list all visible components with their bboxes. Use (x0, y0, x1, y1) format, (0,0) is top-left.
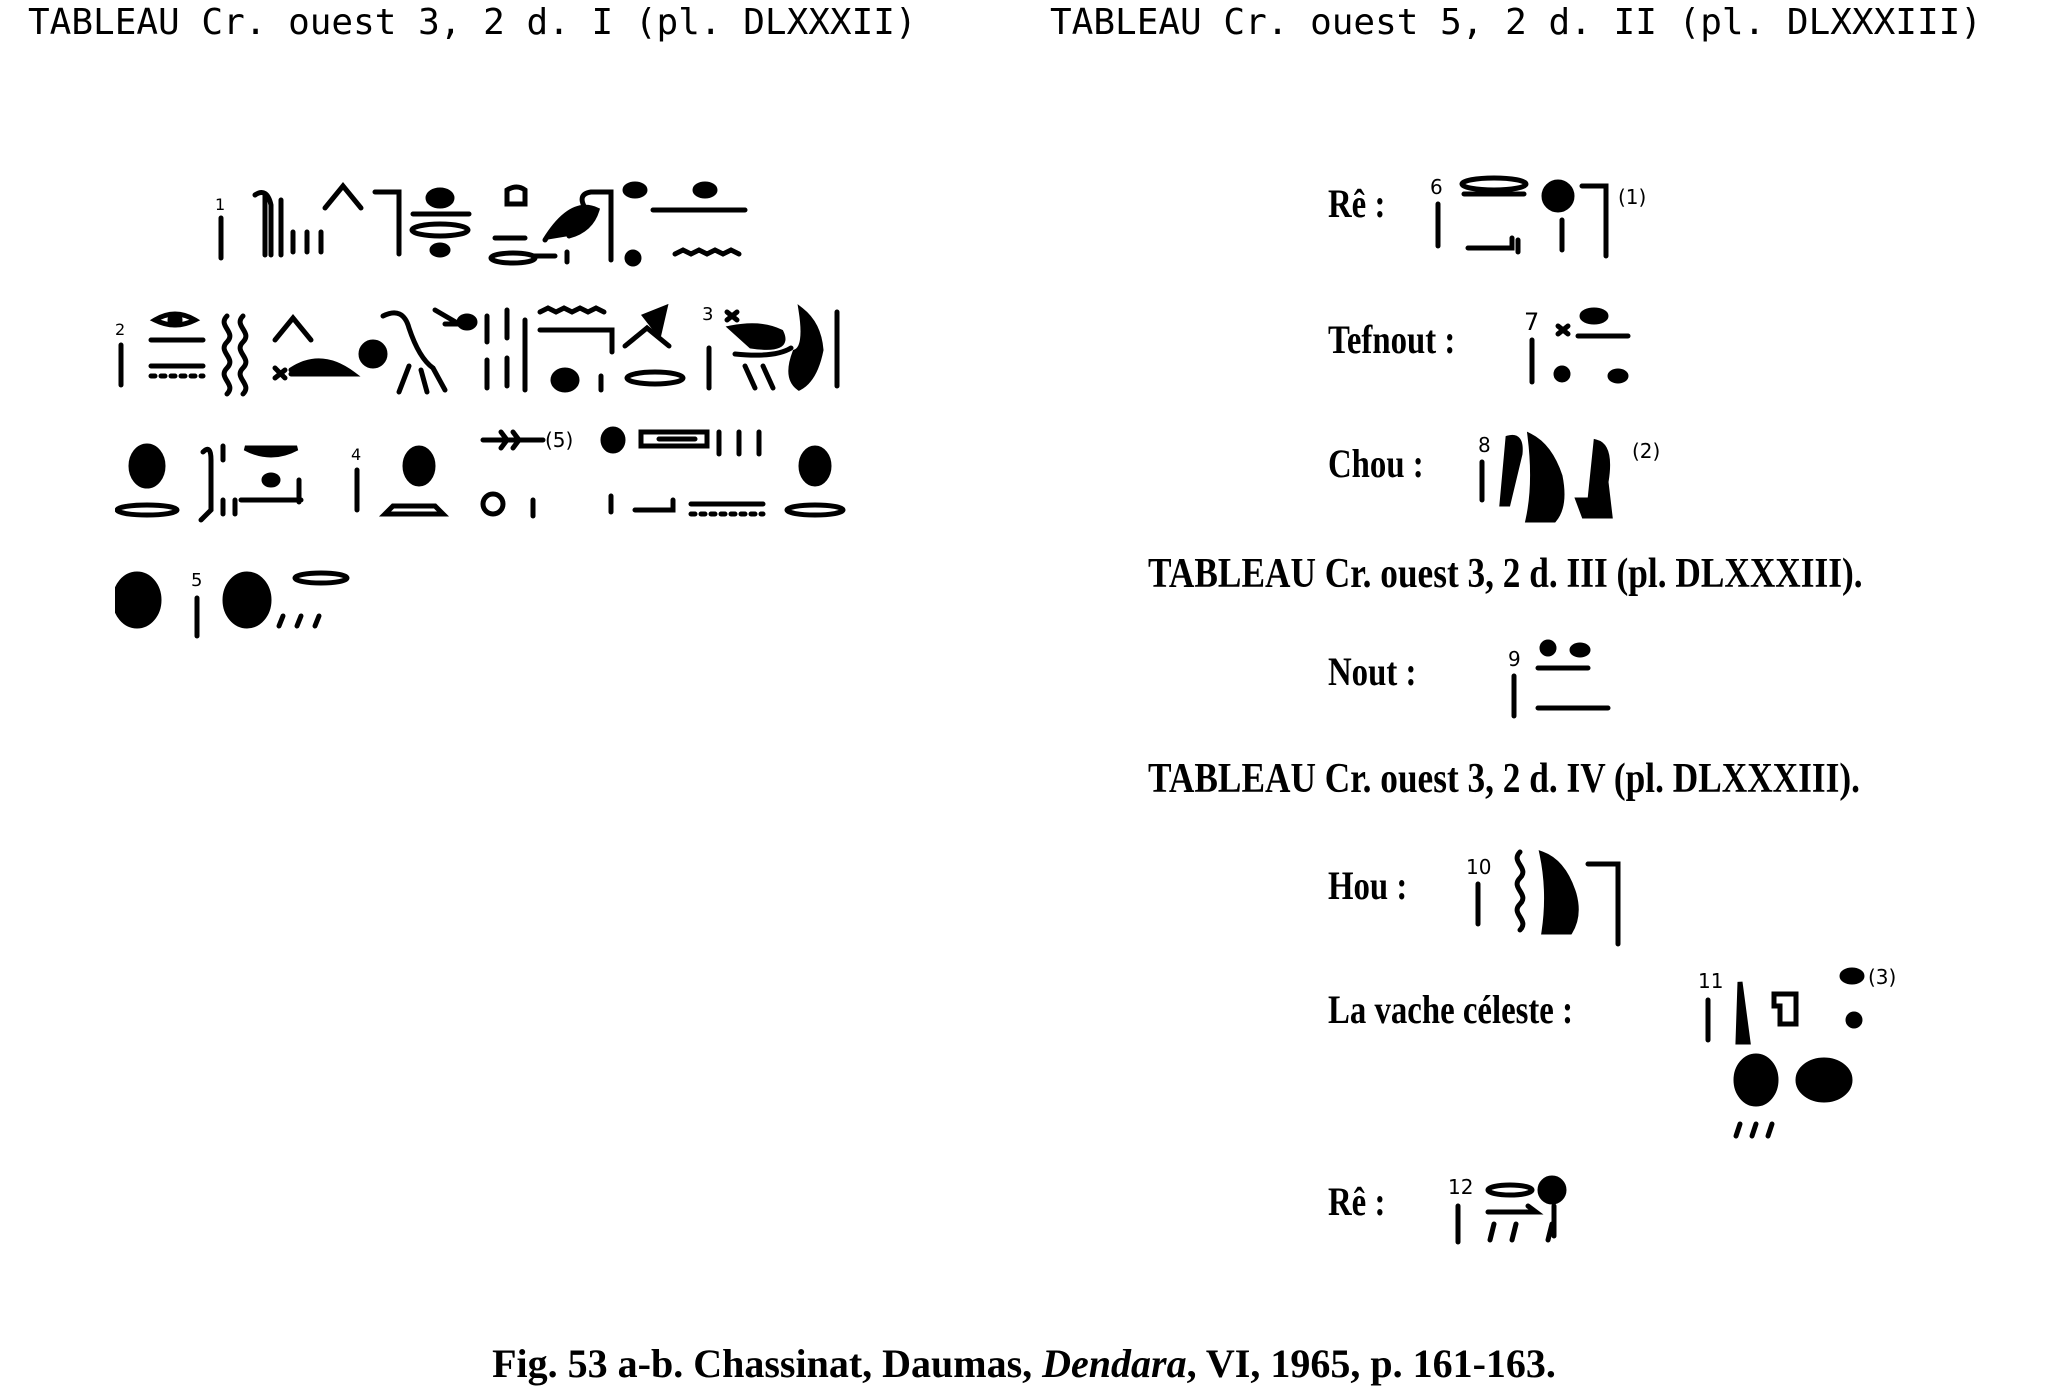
caption-title: Dendara (1042, 1341, 1187, 1386)
entry-number-10: 10 (1466, 855, 1492, 879)
entry-label-re: Rê : (1328, 181, 1386, 226)
line-number-4: 4 (351, 445, 362, 464)
line-number-2: 2 (115, 320, 126, 339)
line-number-1: 1 (215, 195, 226, 214)
entry-number-6: 6 (1430, 175, 1443, 199)
figure-caption (0, 1340, 2048, 1387)
left-hieroglyph-panel (115, 170, 895, 660)
entry-label-chou: Chou : (1328, 441, 1424, 486)
entry-label-nout: Nout : (1328, 649, 1417, 694)
header-right-title: TABLEAU Cr. ouest 5, 2 d. II (pl. DLXXXIII) (1050, 2, 1982, 43)
entry-number-11: 11 (1698, 969, 1724, 993)
note-ref-3: (3) (1868, 965, 1897, 989)
line-number-3: 3 (702, 304, 714, 325)
hieroglyph-inscription-left (115, 170, 895, 660)
entry-label-vache-celeste: La vache céleste : (1328, 987, 1574, 1032)
entry-number-12: 12 (1448, 1175, 1474, 1199)
entry-number-8: 8 (1478, 433, 1491, 457)
hieroglyph-inscription-right (1148, 160, 2008, 1260)
caption-suffix: , VI, 1965, p. 161-163. (1186, 1341, 1556, 1386)
subheading-tableau-iii: TABLEAU Cr. ouest 3, 2 d. III (pl. DLXXXIII). (1148, 551, 1863, 597)
subheading-tableau-iv: TABLEAU Cr. ouest 3, 2 d. IV (pl. DLXXXIII). (1148, 756, 1860, 802)
entry-number-9: 9 (1508, 647, 1521, 671)
entry-number-7: 7 (1524, 308, 1540, 336)
line-number-5: 5 (191, 570, 203, 591)
entry-label-hou: Hou : (1328, 863, 1408, 908)
note-ref-1: (1) (1618, 185, 1647, 209)
note-ref-2: (2) (1632, 439, 1661, 463)
header-left-title: TABLEAU Cr. ouest 3, 2 d. I (pl. DLXXXII) (28, 2, 917, 43)
note-ref-5: (5) (545, 428, 574, 452)
entry-label-re-2: Rê : (1328, 1179, 1386, 1224)
caption-prefix: Fig. 53 a-b. Chassinat, Daumas, (492, 1341, 1043, 1386)
right-panel (1148, 160, 2008, 1260)
entry-label-tefnout: Tefnout : (1328, 317, 1456, 362)
